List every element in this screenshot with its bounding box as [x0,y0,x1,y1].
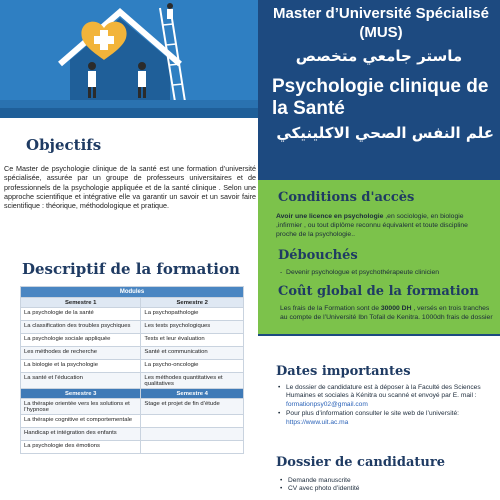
list-item [278,410,492,427]
cout-title: Coût global de la formation [278,284,479,299]
module-cell: La thérapie cognitive et comportementale [21,415,141,428]
module-cell: La thérapie orientée vers les solutions et l’hypnose [21,399,141,415]
module-cell: La classification des troubles psychiques [21,321,141,334]
debouches-item: - Devenir psychologue et psychothérapeute clinicien [280,269,440,276]
table-row [21,399,244,415]
hero-illustration [0,0,258,118]
module-cell: Handicap et intégration des enfants [21,428,141,441]
master-title: Master d’Université Spécialisé (MUS) [273,5,489,41]
dates-item-text: Pour plus d’information consulter le site web de l’université: [286,410,459,418]
list-item: • Demande manuscrite [280,477,494,485]
module-cell: Tests et leur évaluation [141,334,244,347]
list-item [278,384,492,409]
email-link[interactable]: formationpsy02@gmail.com [286,400,368,408]
cout-amount: 30000 DH [380,305,412,312]
descriptif-title: Descriptif de la formation [22,260,240,278]
module-cell: Santé et communication [141,347,244,360]
table-row [21,360,244,373]
objectifs-title: Objectifs [26,136,102,154]
module-cell: La psychologie sociale appliquée [21,334,141,347]
conditions-title: Conditions d'accès [278,190,415,205]
table-row [21,415,244,428]
program-title-arabic: علم النفس الصحي الاكلينيكي [276,124,494,142]
module-cell: Les méthodes quantitatives et qualitatives [141,373,244,389]
table-row [21,428,244,441]
module-cell: Les tests psychologiques [141,321,244,334]
dossier-title: Dossier de candidature [276,455,445,470]
conditions-text [276,212,488,239]
table-row [21,441,244,454]
section-divider [258,334,500,336]
cout-text [280,305,494,323]
module-cell [141,415,244,428]
cout-text-after: , versés en trois tranches au compte de l’Université Ibn Tofail de Kenitra. 1000dh frais de dossier [280,305,493,321]
website-link[interactable]: https://www.uit.ac.ma [286,418,349,426]
semestre-4-header: Semestre 4 [141,389,244,399]
dates-item-text: Le dossier de candidature est à déposer à la Faculté des Sciences Humaines et sociales à Kénitra ou scanné et envoyé par E. mail : [286,384,481,400]
modules-table [20,286,244,454]
semestre-2-header: Semestre 2 [141,298,244,308]
master-title-arabic: ماستر جامعي متخصص [295,47,463,65]
table-row [21,347,244,360]
module-cell [141,428,244,441]
table-row [21,334,244,347]
cout-text-before: Les frais de la Formation sont de [280,305,381,312]
objectifs-text: Ce Master de psychologie clinique de la santé est une formation d’université spécialisée, assurée par un groupe de professeurs universitaires et de professionnels de la psychologie appliquée et de la santé clinique . Selon une approche scientifique et intégrative elle va garantir un savoir et un savoir faire scientifique : théorique, méthodologique et pratique. [4,164,256,211]
semestre-1-header: Semestre 1 [21,298,141,308]
module-cell: La psychologie de la santé [21,308,141,321]
hero-band [0,108,258,118]
conditions-rest: ,en sociologie, en biologie ,infirmier , ou tout diplôme reconnu équivalent et toute discipline proche de la psychologie.. [276,213,468,238]
dates-title: Dates importantes [276,364,411,379]
dossier-list [280,477,494,494]
table-row [21,321,244,334]
module-cell: Les méthodes de recherche [21,347,141,360]
debouches-item-text: Devenir psychologue et psychothérapeute clinicien [286,269,440,276]
table-row [21,308,244,321]
conditions-bold: Avoir une licence en psychologie [276,213,384,220]
semestre-3-header: Semestre 3 [21,389,141,399]
module-cell: La psychologie des émotions [21,441,141,454]
module-cell [141,441,244,454]
module-cell: La biologie et la psychologie [21,360,141,373]
module-cell: La psychopathologie [141,308,244,321]
dates-list [278,384,492,428]
module-cell: La santé et l’éducation [21,373,141,389]
health-house-illustration [0,0,258,118]
table-row [21,373,244,389]
module-cell: La psycho-oncologie [141,360,244,373]
modules-header: Modules [21,287,244,298]
list-item: • CV avec photo d’identité [280,485,494,493]
debouches-title: Débouchés [278,248,358,263]
module-cell: Stage et projet de fin d’étude [141,399,244,415]
program-title: Psychologie clinique de la Santé [272,76,489,119]
